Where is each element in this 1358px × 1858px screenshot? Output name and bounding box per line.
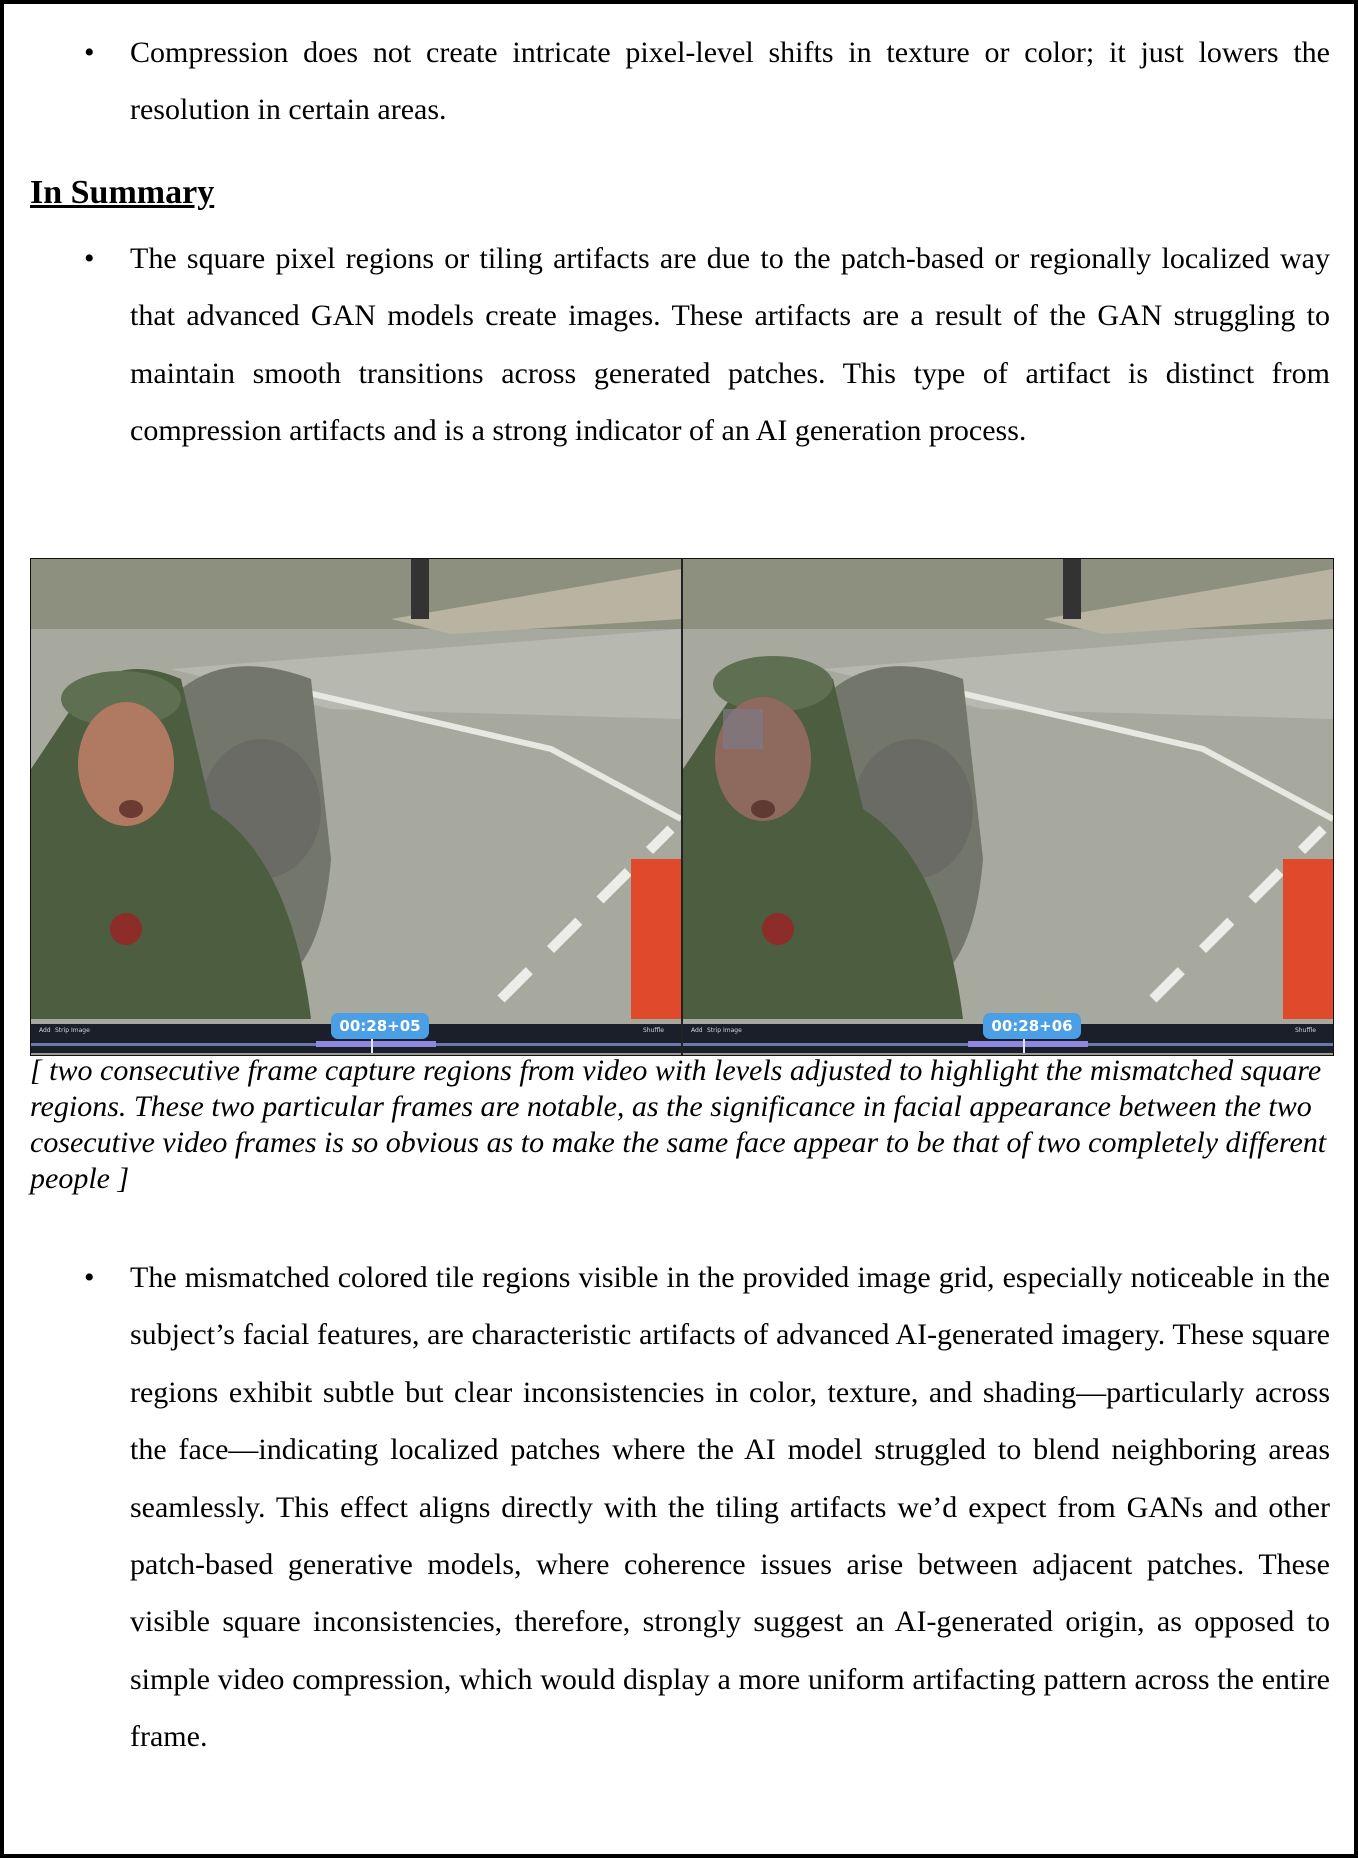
section-heading-summary: In Summary [30,174,215,211]
timeline-toolbar-label: Strip [707,1027,722,1034]
bullet-paragraph-mismatched-tiles: The mismatched colored tile regions visible in the provided image grid, especially noticeable in the subject’s facial features, are characteristic artifacts of advanced AI-generated imagery. These square regions exhibit subtle but clear inconsistencies in color, texture, and shading—particularly across the face—indicating localized patches where the AI model struggled to blend neighboring areas seamlessly. This effect aligns directly with the tiling artifacts we’d expect from GANs and other patch-based generative models, where coherence issues arise between adjacent patches. These visible square inconsistencies, therefore, strongly suggest an AI-generated origin, as opposed to simple video compression, which would display a more uniform artifacting pattern across the entire frame. [130,1261,1330,1754]
frame-image-left [31,559,681,1053]
bullet-paragraph-gan-tiling: The square pixel regions or tiling artifacts are due to the patch-based or regionally localized way that advanced GAN models create images. These artifacts are a result of the GAN struggling to maintain smooth transitions across generated patches. This type of artifact is distinct from compression artifacts and is a strong indicator of an AI generation process. [130,242,1330,448]
video-frame-left [31,559,681,1055]
timeline-toolbar-label: Add [39,1027,51,1034]
timeline-toolbar-label: Add [691,1027,703,1034]
video-frames-figure [30,558,1334,1056]
bullet-marker: • [84,242,95,275]
timeline-side-label: Shuffle [643,1027,664,1034]
bullet-marker: • [84,1261,95,1294]
timeline-toolbar-label: Image [723,1027,742,1034]
bullet-paragraph-compression: Compression does not create intricate pixel-level shifts in texture or color; it just lowers the resolution in certain areas. [130,36,1330,127]
video-frame-right [683,559,1333,1055]
frame-image-right [683,559,1333,1053]
figure-caption: [ two consecutive frame capture regions from video with levels adjusted to highlight the mismatched square regions. These two particular frames are notable, as the significance in facial appearance between the two cosecutive video frames is so obvious as to make the same face appear to be that of two completely different people ] [30,1054,1327,1195]
bullet-marker: • [84,36,95,69]
timecode-badge: 00:28+05 [331,1013,429,1039]
timeline-toolbar-label: Strip [55,1027,70,1034]
timeline-toolbar-label: Image [71,1027,90,1034]
timeline-side-label: Shuffle [1295,1027,1316,1034]
timecode-badge: 00:28+06 [983,1013,1081,1039]
